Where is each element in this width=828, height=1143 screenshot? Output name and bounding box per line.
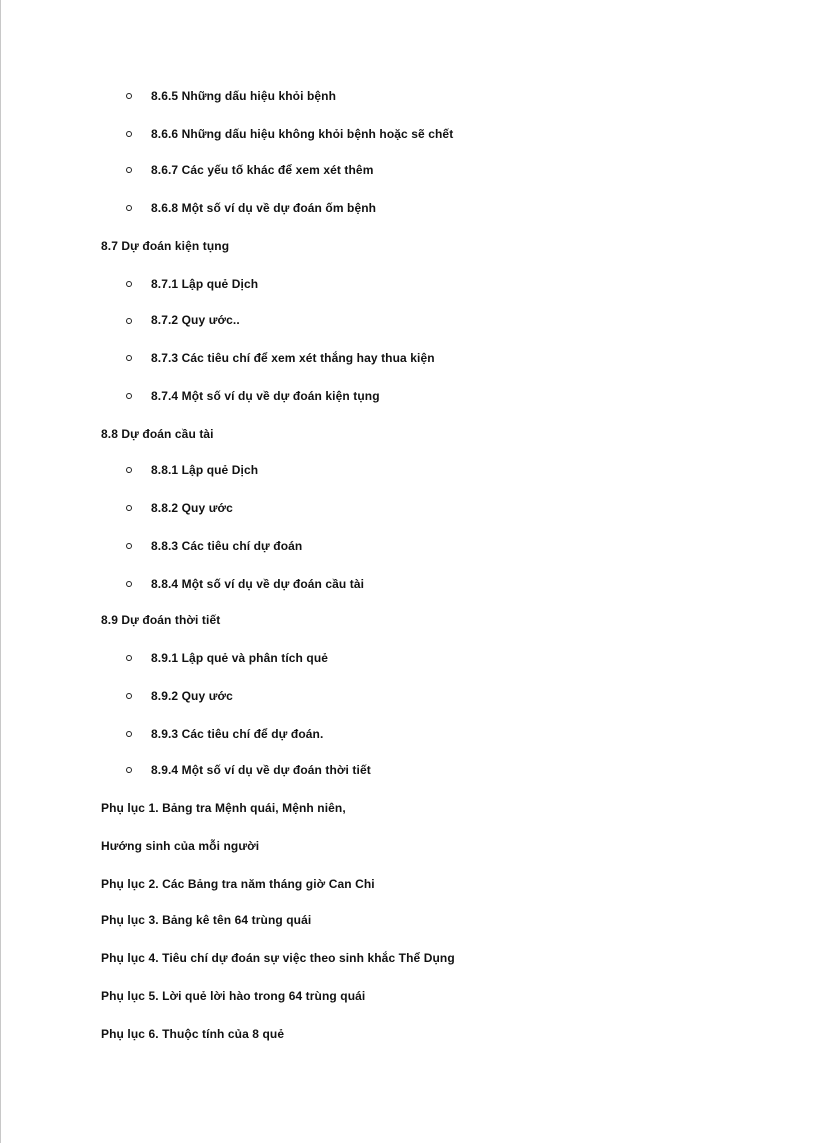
toc-entry: 8.8.2 Quy ước bbox=[151, 501, 233, 515]
toc-appendix-entry: Phụ lục 3. Bảng kê tên 64 trùng quái bbox=[101, 913, 312, 927]
toc-appendix-entry: Phụ lục 1. Bảng tra Mệnh quái, Mệnh niên, bbox=[101, 801, 346, 815]
hollow-bullet-icon bbox=[126, 131, 132, 137]
hollow-bullet-icon bbox=[126, 467, 132, 473]
toc-entry: 8.7.3 Các tiêu chí để xem xét thắng hay thua kiện bbox=[151, 351, 435, 365]
toc-appendix-entry: Phụ lục 5. Lời quẻ lời hào trong 64 trùng quái bbox=[101, 989, 366, 1003]
toc-appendix-entry: Phụ lục 2. Các Bảng tra năm tháng giờ Can Chi bbox=[101, 877, 375, 891]
toc-entry: 8.8.1 Lập quẻ Dịch bbox=[151, 463, 259, 477]
hollow-bullet-icon bbox=[126, 205, 132, 211]
toc-entry: 8.8.3 Các tiêu chí dự đoán bbox=[151, 539, 303, 553]
hollow-bullet-icon bbox=[126, 281, 132, 287]
hollow-bullet-icon bbox=[126, 693, 132, 699]
toc-section-heading: 8.9 Dự đoán thời tiết bbox=[101, 613, 221, 627]
toc-entry: 8.8.4 Một số ví dụ về dự đoán cầu tài bbox=[151, 577, 365, 591]
toc-appendix-entry: Hướng sinh của mỗi người bbox=[101, 839, 260, 853]
toc-entry: 8.7.2 Quy ước.. bbox=[151, 313, 240, 327]
hollow-bullet-icon bbox=[126, 581, 132, 587]
toc-entry: 8.9.1 Lập quẻ và phân tích quẻ bbox=[151, 651, 329, 665]
hollow-bullet-icon bbox=[126, 355, 132, 361]
toc-section-heading: 8.7 Dự đoán kiện tụng bbox=[101, 239, 230, 253]
hollow-bullet-icon bbox=[126, 731, 132, 737]
toc-appendix-entry: Phụ lục 6. Thuộc tính của 8 quẻ bbox=[101, 1027, 285, 1041]
hollow-bullet-icon bbox=[126, 655, 132, 661]
hollow-bullet-icon bbox=[126, 505, 132, 511]
hollow-bullet-icon bbox=[126, 318, 132, 324]
toc-entry: 8.6.8 Một số ví dụ về dự đoán ốm bệnh bbox=[151, 201, 377, 215]
toc-section-heading: 8.8 Dự đoán cầu tài bbox=[101, 427, 214, 441]
toc-entry: 8.7.4 Một số ví dụ về dự đoán kiện tụng bbox=[151, 389, 380, 403]
toc-entry: 8.9.2 Quy ước bbox=[151, 689, 233, 703]
hollow-bullet-icon bbox=[126, 167, 132, 173]
toc-entry: 8.9.3 Các tiêu chí để dự đoán. bbox=[151, 727, 324, 741]
hollow-bullet-icon bbox=[126, 767, 132, 773]
toc-entry: 8.6.7 Các yếu tố khác để xem xét thêm bbox=[151, 163, 374, 177]
toc-entry: 8.6.5 Những dấu hiệu khỏi bệnh bbox=[151, 89, 337, 103]
toc-entry: 8.6.6 Những dấu hiệu không khỏi bệnh hoặc sẽ chết bbox=[151, 127, 454, 141]
toc-entry: 8.7.1 Lập quẻ Dịch bbox=[151, 277, 259, 291]
hollow-bullet-icon bbox=[126, 543, 132, 549]
hollow-bullet-icon bbox=[126, 393, 132, 399]
toc-entry: 8.9.4 Một số ví dụ về dự đoán thời tiết bbox=[151, 763, 371, 777]
toc-appendix-entry: Phụ lục 4. Tiêu chí dự đoán sự việc theo sinh khắc Thể Dụng bbox=[101, 951, 455, 965]
hollow-bullet-icon bbox=[126, 93, 132, 99]
page-edge-divider bbox=[0, 0, 1, 1143]
